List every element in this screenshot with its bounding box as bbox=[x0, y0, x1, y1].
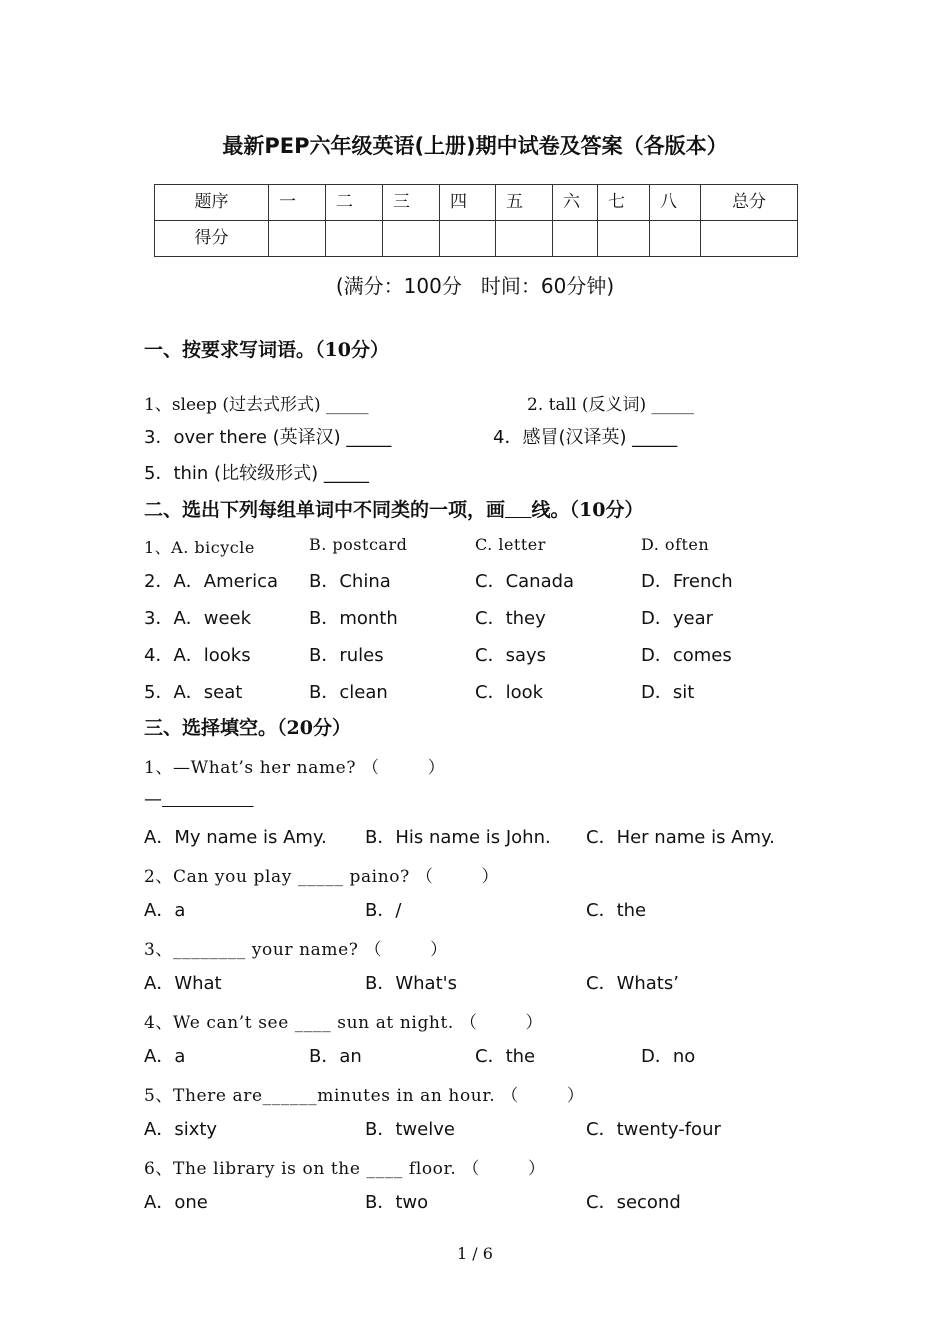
section2-points: （10分） bbox=[569, 499, 644, 521]
section2-option: 4．A．looks bbox=[144, 645, 251, 666]
section2-option: C．look bbox=[475, 682, 544, 703]
score-cell[interactable] bbox=[496, 221, 553, 257]
section3-q6-option: C．second bbox=[586, 1192, 681, 1213]
section2-option: D．year bbox=[641, 608, 714, 629]
section3-q4-option: D．no bbox=[641, 1046, 696, 1067]
section2-option: C．Canada bbox=[475, 571, 575, 592]
section1-q1: 1、sleep (过去式形式) _____ bbox=[144, 395, 369, 415]
section2-option: 2．A．America bbox=[144, 571, 279, 592]
section3-q6-option: A．one bbox=[144, 1192, 208, 1213]
score-cell[interactable] bbox=[598, 221, 650, 257]
section2-option: D. often bbox=[641, 535, 710, 554]
score-header-cell: 五 bbox=[496, 185, 553, 221]
section3-q3-option: C．Whats’ bbox=[586, 973, 679, 994]
section3-q1-answer-line bbox=[144, 789, 254, 810]
section3-q2: 2、Can you play _____ paino? （ ） bbox=[144, 867, 500, 887]
section3-q5-option: A．sixty bbox=[144, 1119, 218, 1140]
section3-q1-option: C．Her name is Amy. bbox=[586, 827, 775, 848]
score-header-cell: 四 bbox=[440, 185, 496, 221]
score-cell[interactable] bbox=[650, 221, 701, 257]
section3-q4-option: C．the bbox=[475, 1046, 536, 1067]
section2-option: 3．A．week bbox=[144, 608, 252, 629]
exam-info: (满分：100分 时间：60分钟) bbox=[335, 274, 615, 298]
section1-q2: 2. tall (反义词) _____ bbox=[527, 395, 695, 415]
score-cell[interactable] bbox=[383, 221, 440, 257]
score-cell[interactable] bbox=[701, 221, 798, 257]
answer-dash: — bbox=[144, 789, 162, 810]
section3-q1-option: B．His name is John. bbox=[365, 827, 551, 848]
section3-points: （20分） bbox=[277, 717, 351, 739]
section1-points: （10分） bbox=[315, 339, 389, 361]
section1-q5: 5．thin (比较级形式) _____ bbox=[144, 463, 369, 484]
section2-option: C．says bbox=[475, 645, 547, 666]
section1-q3: 3．over there (英译汉) _____ bbox=[144, 427, 392, 448]
score-header-cell: 二 bbox=[326, 185, 383, 221]
page-number: 1 / 6 bbox=[457, 1244, 493, 1263]
section2-option: D．comes bbox=[641, 645, 732, 666]
score-header-cell: 六 bbox=[553, 185, 598, 221]
section2-option: C．they bbox=[475, 608, 546, 629]
score-row-label: 得分 bbox=[155, 221, 269, 257]
score-table-header-row bbox=[155, 185, 798, 221]
section3-q4: 4、We can’t see ____ sun at night. （ ） bbox=[144, 1013, 544, 1033]
score-table bbox=[154, 184, 798, 257]
score-cell[interactable] bbox=[269, 221, 326, 257]
score-header-cell: 七 bbox=[598, 185, 650, 221]
section3-q4-option: A．a bbox=[144, 1046, 186, 1067]
section3-q2-option: A．a bbox=[144, 900, 186, 921]
score-header-cell: 三 bbox=[383, 185, 440, 221]
section2-heading bbox=[144, 495, 643, 522]
score-header-cell: 一 bbox=[269, 185, 326, 221]
section2-option: D．sit bbox=[641, 682, 695, 703]
section3-title: 三、选择填空。 bbox=[144, 717, 278, 739]
section2-option: B．month bbox=[309, 608, 398, 629]
score-table-score-row bbox=[155, 221, 798, 257]
section2-option: B．China bbox=[309, 571, 391, 592]
section2-option: D．French bbox=[641, 571, 733, 592]
section3-q6-option: B．two bbox=[365, 1192, 429, 1213]
section3-q1: 1、—What’s her name? （ ） bbox=[144, 758, 446, 778]
section3-q5-option: C．twenty-four bbox=[586, 1119, 721, 1140]
section3-q1-option: A．My name is Amy. bbox=[144, 827, 327, 848]
section2-title: 二、选出下列每组单词中不同类的一项，画 bbox=[144, 499, 506, 521]
section3-q6: 6、The library is on the ____ floor. （ ） bbox=[144, 1159, 546, 1179]
section2-option: 1、A. bicycle bbox=[144, 538, 255, 557]
score-cell[interactable] bbox=[326, 221, 383, 257]
section3-heading bbox=[144, 713, 351, 740]
document-title: 最新PEP六年级英语(上册)期中试卷及答案（各版本） bbox=[222, 134, 728, 158]
section3-q3-option: A．What bbox=[144, 973, 222, 994]
section3-q2-option: C．the bbox=[586, 900, 647, 921]
section1-q4: 4．感冒(汉译英) _____ bbox=[493, 427, 678, 448]
section2-title-end: 线。 bbox=[531, 499, 570, 521]
section3-q2-option: B．/ bbox=[365, 900, 402, 921]
section1-title: 一、按要求写词语。 bbox=[144, 339, 316, 361]
section2-option: 5．A．seat bbox=[144, 682, 243, 703]
section2-option: B．rules bbox=[309, 645, 384, 666]
score-header-cell: 八 bbox=[650, 185, 701, 221]
section3-q3: 3、________ your name? （ ） bbox=[144, 940, 448, 960]
score-header-cell: 总分 bbox=[701, 185, 798, 221]
section2-option: B．clean bbox=[309, 682, 388, 703]
section3-q3-option: B．What's bbox=[365, 973, 457, 994]
score-cell[interactable] bbox=[440, 221, 496, 257]
section3-q5-option: B．twelve bbox=[365, 1119, 455, 1140]
section3-q5: 5、There are______minutes in an hour. （ ） bbox=[144, 1086, 585, 1106]
section1-heading bbox=[144, 335, 389, 362]
section2-underline-blank bbox=[505, 499, 531, 521]
answer-blank[interactable] bbox=[162, 789, 254, 810]
score-cell[interactable] bbox=[553, 221, 598, 257]
section3-q4-option: B．an bbox=[309, 1046, 362, 1067]
section2-option: B. postcard bbox=[309, 535, 408, 554]
score-header-cell: 题序 bbox=[155, 185, 269, 221]
section2-option: C. letter bbox=[475, 535, 546, 554]
